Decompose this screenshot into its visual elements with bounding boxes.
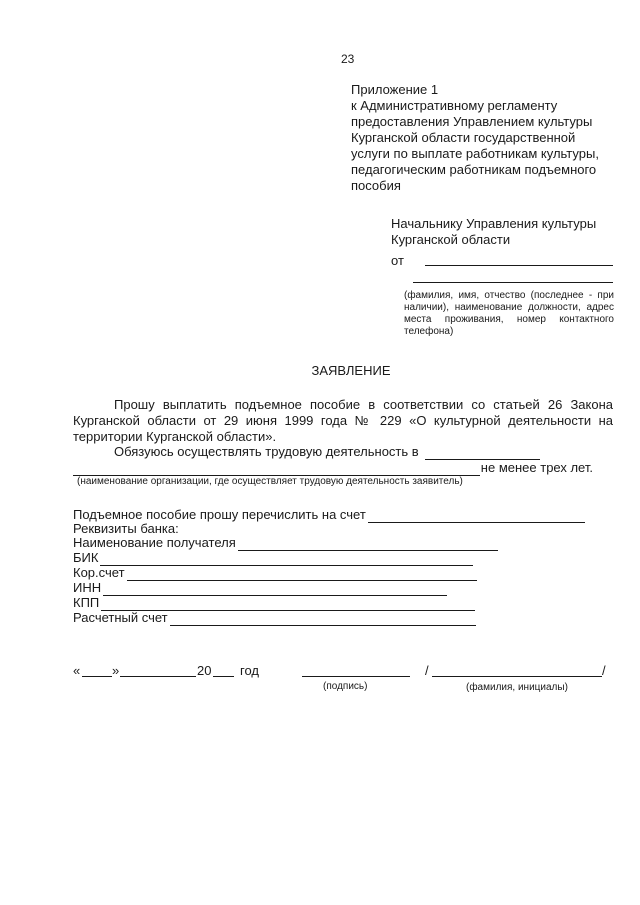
statement-heading bbox=[0, 363, 640, 379]
obligation-row-2 bbox=[73, 460, 593, 476]
bank-requisites-label: Реквизиты банка: bbox=[73, 521, 179, 536]
bik-row bbox=[73, 550, 473, 566]
date-day-field[interactable] bbox=[82, 676, 112, 677]
obligation-text: Обязуюсь осуществлять трудовую деятельность в bbox=[114, 444, 419, 459]
settlement-account-row bbox=[73, 610, 476, 626]
inn-row bbox=[73, 580, 447, 596]
name-slash-right: / bbox=[602, 663, 606, 678]
from-label: от bbox=[391, 253, 404, 268]
transfer-label: Подъемное пособие прошу перечислить на счет bbox=[73, 507, 366, 522]
settlement-account-field[interactable] bbox=[170, 614, 476, 626]
settlement-account-label: Расчетный счет bbox=[73, 610, 168, 625]
addressee-line-1: Начальнику Управления культуры bbox=[391, 216, 597, 231]
inn-label: ИНН bbox=[73, 580, 102, 595]
addressee-line-2: Курганской области bbox=[391, 232, 511, 247]
appendix-block bbox=[351, 82, 621, 194]
appendix-line: к Административному регламенту bbox=[351, 98, 558, 113]
statement-title: ЗАЯВЛЕНИЕ bbox=[311, 363, 391, 378]
name-initials-field[interactable] bbox=[432, 676, 602, 677]
year-prefix: 20 bbox=[197, 663, 212, 678]
signature-field[interactable] bbox=[302, 676, 410, 677]
name-slash-left: / bbox=[425, 663, 429, 678]
account-field[interactable] bbox=[368, 511, 585, 523]
name-caption: (фамилия, инициалы) bbox=[466, 682, 568, 693]
request-paragraph: Прошу выплатить подъемное пособие в соответствии со статьей 26 Закона Курганской области от 29 июня 1999 года № 229 «О культурной деятельности на территории Курганской области». bbox=[73, 397, 613, 444]
recipient-label: Наименование получателя bbox=[73, 535, 236, 550]
corr-account-row bbox=[73, 565, 477, 581]
appendix-line: пособия bbox=[351, 178, 401, 193]
appendix-line: предоставления Управлением культуры bbox=[351, 114, 593, 129]
appendix-line: услуги по выплате работникам культуры, bbox=[351, 146, 599, 161]
recipient-row bbox=[73, 535, 498, 551]
organization-note: (наименование организации, где осуществляет трудовую деятельность заявитель) bbox=[77, 476, 463, 487]
signature-caption: (подпись) bbox=[323, 681, 368, 692]
obligation-row bbox=[114, 444, 540, 460]
appendix-line: педагогическим работникам подъемного bbox=[351, 162, 597, 177]
organization-field-line[interactable] bbox=[425, 448, 540, 460]
bik-label: БИК bbox=[73, 550, 99, 565]
from-details-line[interactable] bbox=[413, 282, 613, 283]
date-open-quote: « bbox=[73, 663, 81, 678]
from-name-line[interactable] bbox=[425, 265, 613, 266]
appendix-title: Приложение 1 bbox=[351, 82, 439, 97]
appendix-line: Курганской области государственной bbox=[351, 130, 576, 145]
corr-account-label: Кор.счет bbox=[73, 565, 125, 580]
kpp-label: КПП bbox=[73, 595, 100, 610]
organization-field-line-2[interactable] bbox=[73, 464, 480, 476]
kpp-row bbox=[73, 595, 475, 611]
page-number: 23 bbox=[341, 52, 355, 66]
date-close-quote: » bbox=[112, 663, 120, 678]
date-year-field[interactable] bbox=[213, 676, 234, 677]
addressee-note: (фамилия, имя, отчество (последнее - при наличии), наименование должности, адрес места проживания, номер контактного телефона) bbox=[404, 290, 614, 337]
obligation-term: не менее трех лет. bbox=[480, 460, 593, 475]
year-suffix: год bbox=[240, 663, 259, 678]
date-month-field[interactable] bbox=[120, 676, 196, 677]
